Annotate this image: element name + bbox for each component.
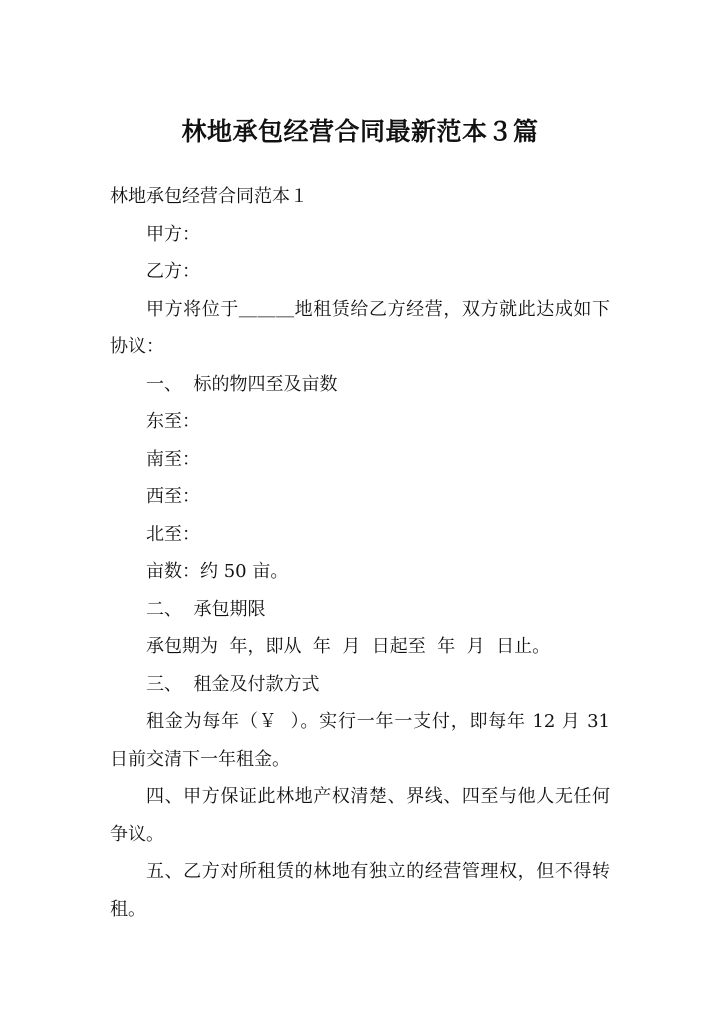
section-heading: 林地承包经营合同范本１: [110, 186, 308, 207]
term-line: 承包期为 年，即从 年 月 日起至 年 月 日止。: [146, 636, 551, 657]
party-b-line: 乙方：: [146, 261, 200, 282]
boundary-north: 北至：: [146, 523, 200, 545]
document-body: [110, 178, 616, 928]
clause-1-heading: 一、 标的物四至及亩数: [146, 373, 338, 395]
clause-5-paragraph: 五、乙方对所租赁的林地有独立的经营管理权，但不得转租。: [110, 861, 610, 920]
boundary-east: 东至：: [146, 411, 200, 432]
boundary-south: 南至：: [146, 448, 200, 470]
lease-intro-paragraph: 甲方将位于＿＿＿地租赁给乙方经营，双方就此达成如下协议：: [110, 298, 610, 357]
boundary-west: 西至：: [146, 486, 200, 507]
rent-paragraph: 租金为每年（￥ ）。实行一年一支付，即每年 12 月 31 日前交清下一年租金。: [110, 711, 616, 770]
document-title: 林地承包经营合同最新范本３篇: [181, 117, 539, 146]
area-line: 亩数：约 50 亩。: [146, 561, 289, 582]
clause-4-paragraph: 四、甲方保证此林地产权清楚、界线、四至与他人无任何争议。: [110, 786, 610, 845]
clause-3-heading: 三、 租金及付款方式: [146, 673, 320, 695]
clause-2-heading: 二、 承包期限: [146, 598, 266, 620]
party-a-line: 甲方：: [146, 223, 200, 245]
